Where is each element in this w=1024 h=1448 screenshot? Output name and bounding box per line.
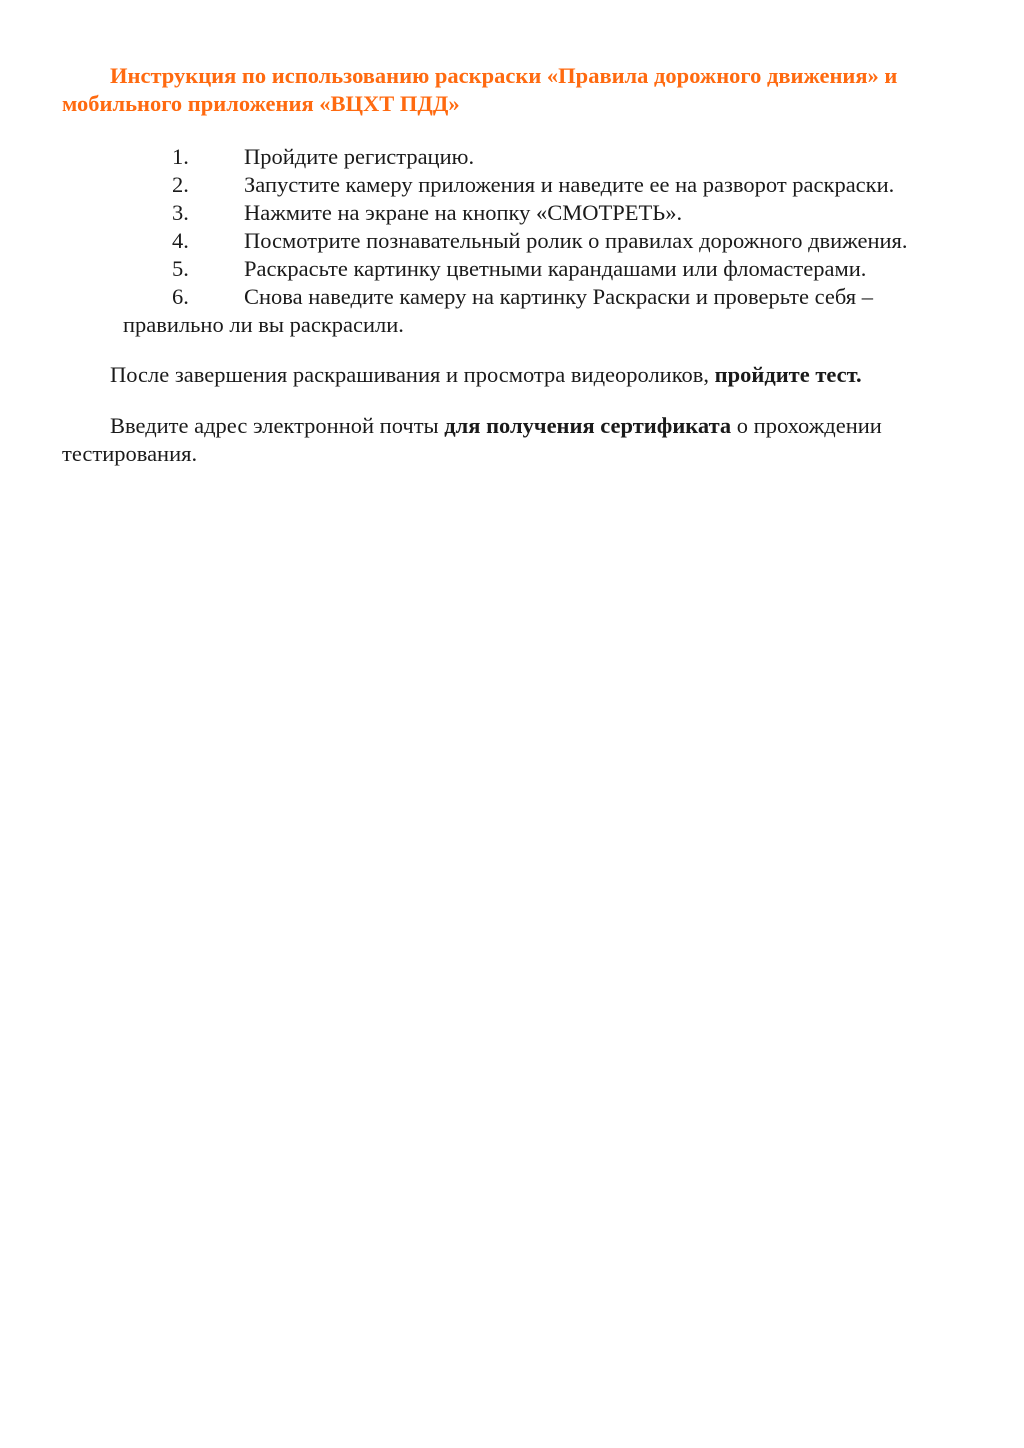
list-number: 2. <box>172 172 189 197</box>
test-paragraph <box>62 361 962 389</box>
list-text: Пройдите регистрацию. <box>244 144 475 169</box>
paragraph-bold: пройдите тест. <box>714 362 862 387</box>
list-number: 6. <box>172 284 189 309</box>
instruction-list <box>0 143 1000 337</box>
list-number: 3. <box>172 200 189 225</box>
list-item <box>0 227 1000 255</box>
list-text: Нажмите на экране на кнопку «СМОТРЕТЬ». <box>244 200 683 225</box>
list-number: 4. <box>172 228 189 253</box>
list-text: Посмотрите познавательный ролик о правилах дорожного движения. <box>244 228 908 253</box>
list-number: 1. <box>172 144 189 169</box>
list-item <box>0 171 1000 199</box>
list-text: Запустите камеру приложения и наведите ее на разворот раскраски. <box>244 172 895 197</box>
paragraph-text: Введите адрес электронной почты <box>110 413 445 438</box>
list-item <box>0 255 1000 283</box>
list-number: 5. <box>172 256 189 281</box>
list-item <box>0 283 1000 311</box>
list-item <box>0 199 1000 227</box>
document-title: Инструкция по использованию раскраски «Правила дорожного движения» и мобильного приложения «ВЦХТ ПДД» <box>62 63 898 116</box>
list-text: Раскрасьте картинку цветными карандашами или фломастерами. <box>244 256 867 281</box>
list-text-continuation: правильно ли вы раскрасили. <box>123 312 404 337</box>
paragraph-text: о прохождении тестирования. <box>62 413 882 466</box>
certificate-paragraph <box>62 412 962 468</box>
list-item <box>0 143 1000 171</box>
list-text: Снова наведите камеру на картинку Раскраски и проверьте себя – <box>244 284 873 309</box>
paragraph-text: После завершения раскрашивания и просмотра видеороликов, <box>110 362 715 387</box>
paragraph-bold: для получения сертификата <box>444 413 732 438</box>
